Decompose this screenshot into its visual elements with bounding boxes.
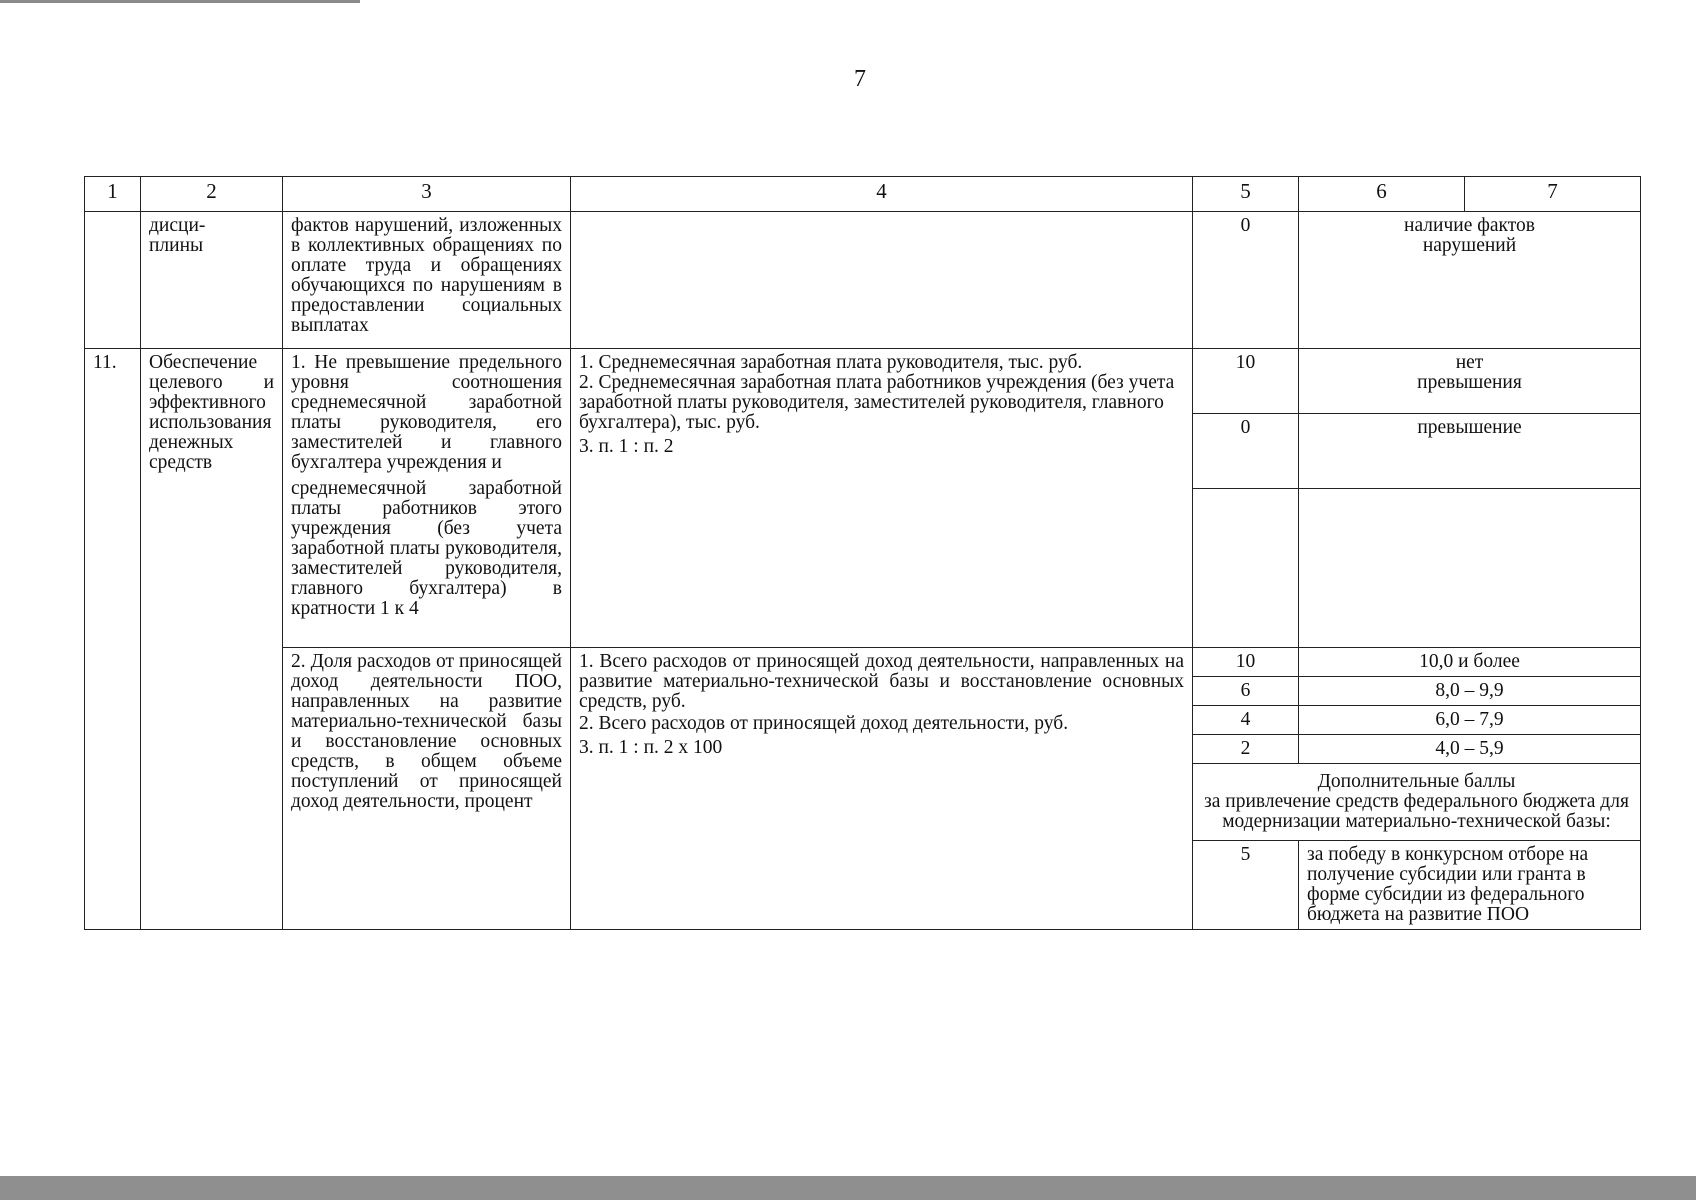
indicator-text-cell	[283, 349, 571, 648]
row-number-cell	[85, 212, 141, 349]
header-cell: 1	[85, 177, 141, 212]
bonus-heading: Дополнительные баллы за привлечение средств федерального бюджета для модернизации материально-технической базы:	[1193, 764, 1641, 841]
formula-line: 1. Всего расходов от приносящей доход деятельности, направленных на развитие материально-технической базы и восстановление основных средств, руб.	[579, 651, 1184, 712]
header-cell: 5	[1193, 177, 1299, 212]
formula-line: 2. Всего расходов от приносящей доход деятельности, руб.	[579, 713, 1069, 734]
table-row	[85, 648, 1641, 677]
criterion-cell: превышение	[1299, 414, 1641, 489]
formula-line: 2. Среднемесячная заработная плата работников учреждения (без учета заработной платы руководителя, заместителей руководителя, главного бухгалтера), тыс. руб.	[579, 372, 1175, 433]
score-cell: 0	[1193, 212, 1299, 349]
header-cell: 6	[1299, 177, 1465, 212]
header-cell: 7	[1465, 177, 1641, 212]
table-row	[85, 212, 1641, 349]
indicator-title-cell: дисци- плины	[141, 212, 283, 349]
score-cell: 2	[1193, 735, 1299, 764]
score-cell: 5	[1193, 841, 1299, 930]
indicator-text-cell: 2. Доля расходов от приносящей доход деятельности ПОО, направленных на развитие материально-технической базы и восстановление основных средств, в общем объеме поступлений от приносящей доход деятельности, процент	[283, 648, 571, 930]
score-cell: 0	[1193, 414, 1299, 489]
header-cell: 4	[571, 177, 1193, 212]
page-number: 7	[854, 66, 866, 92]
formula-line: 3. п. 1 : п. 2	[579, 436, 674, 457]
criterion-cell: 10,0 и более	[1299, 648, 1641, 677]
score-cell: 6	[1193, 677, 1299, 706]
scan-bottom-band	[0, 1176, 1696, 1200]
formula-cell	[571, 349, 1193, 648]
score-cell: 10	[1193, 349, 1299, 414]
table-row	[85, 349, 1641, 414]
scan-top-rule	[0, 0, 360, 3]
criterion-cell: нет превышения	[1299, 349, 1641, 414]
criterion-cell: 4,0 – 5,9	[1299, 735, 1641, 764]
row-number-cell: 11.	[85, 349, 141, 930]
formula-cell	[571, 648, 1193, 930]
formula-line: 1. Среднемесячная заработная плата руководителя, тыс. руб.	[579, 352, 1083, 373]
assessment-table	[84, 176, 1641, 930]
empty-score-cell	[1193, 489, 1299, 648]
formula-line: 3. п. 1 : п. 2 х 100	[579, 737, 723, 758]
header-cell: 3	[283, 177, 571, 212]
criterion-cell: наличие фактов нарушений	[1299, 212, 1641, 349]
indicator-title-cell: Обеспечение целевого и эффективного использования денежных средств	[141, 349, 283, 930]
score-cell: 10	[1193, 648, 1299, 677]
indicator-text-part: 1. Не превышение предельного уровня соотношения среднемесячной заработной платы руководителя, его заместителей и главного бухгалтера учреждения и	[291, 352, 562, 473]
indicator-text-part: среднемесячной заработной платы работников этого учреждения (без учета заработной платы руководителя, заместителей руководителя, главного бухгалтера) в кратности 1 к 4	[291, 478, 562, 619]
header-cell: 2	[141, 177, 283, 212]
score-cell: 4	[1193, 706, 1299, 735]
indicator-text-cell: фактов нарушений, изложенных в коллективных обращениях по оплате труда и обращениях обучающихся по нарушениям в предоставлении социальных выплатах	[283, 212, 571, 349]
criterion-cell: за победу в конкурсном отборе на получение субсидии или гранта в форме субсидии из федерального бюджета на развитие ПОО	[1299, 841, 1641, 930]
criterion-cell: 6,0 – 7,9	[1299, 706, 1641, 735]
criterion-cell: 8,0 – 9,9	[1299, 677, 1641, 706]
formula-cell	[571, 212, 1193, 349]
empty-criterion-cell	[1299, 489, 1641, 648]
header-row	[85, 177, 1641, 212]
